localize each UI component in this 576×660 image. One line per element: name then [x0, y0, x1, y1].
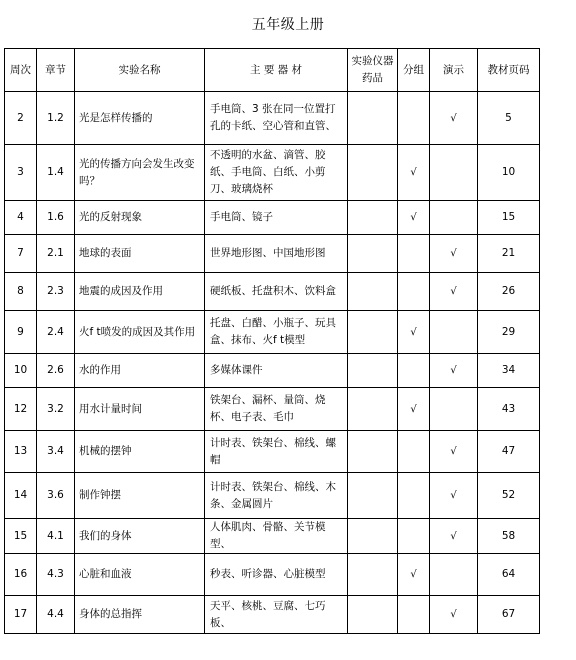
cell-instruments: [348, 273, 398, 311]
cell-page: 58: [478, 519, 540, 554]
cell-section: 2.6: [37, 354, 75, 388]
cell-instruments: [348, 554, 398, 596]
page-title: 五年级上册: [251, 17, 325, 33]
cell-demo: √: [430, 235, 478, 273]
table-row: [5, 519, 540, 554]
cell-section: 4.4: [37, 596, 75, 634]
cell-page: 52: [478, 473, 540, 519]
cell-week: 17: [5, 596, 37, 634]
table-row: [5, 311, 540, 354]
cell-page: 15: [478, 201, 540, 235]
header-demo: 演示: [430, 49, 478, 92]
cell-page: 10: [478, 145, 540, 201]
cell-section: 3.2: [37, 388, 75, 431]
cell-demo: √: [430, 519, 478, 554]
cell-week: 16: [5, 554, 37, 596]
cell-experiment-name: 用水计量时间: [75, 388, 205, 431]
table-row: [5, 431, 540, 473]
cell-materials: 硬纸板、托盘积木、饮料盒: [205, 273, 348, 311]
cell-instruments: [348, 92, 398, 145]
cell-section: 3.6: [37, 473, 75, 519]
cell-demo: √: [430, 273, 478, 311]
cell-page: 5: [478, 92, 540, 145]
header-instruments: 实验仪器药品: [348, 49, 398, 92]
header-section: 章节: [37, 49, 75, 92]
cell-week: 9: [5, 311, 37, 354]
cell-materials: 不透明的水盆、滴管、胶纸、手电筒、白纸、小剪刀、玻璃烧杯: [205, 145, 348, 201]
table-row: [5, 596, 540, 634]
cell-demo: √: [430, 431, 478, 473]
cell-page: 21: [478, 235, 540, 273]
cell-section: 1.4: [37, 145, 75, 201]
table-row: [5, 388, 540, 431]
cell-materials: 手电筒、镜子: [205, 201, 348, 235]
cell-experiment-name: 光的传播方向会发生改变吗？: [75, 145, 205, 201]
cell-group: √: [398, 311, 430, 354]
cell-group: [398, 273, 430, 311]
cell-group: [398, 92, 430, 145]
cell-instruments: [348, 519, 398, 554]
cell-section: 4.1: [37, 519, 75, 554]
cell-instruments: [348, 145, 398, 201]
cell-page: 34: [478, 354, 540, 388]
cell-experiment-name: 地球的表面: [75, 235, 205, 273]
cell-group: √: [398, 388, 430, 431]
cell-week: 2: [5, 92, 37, 145]
cell-page: 29: [478, 311, 540, 354]
cell-group: √: [398, 554, 430, 596]
cell-experiment-name: 光的反射现象: [75, 201, 205, 235]
cell-experiment-name: 火f t喷发的成因及其作用: [75, 311, 205, 354]
cell-week: 12: [5, 388, 37, 431]
cell-instruments: [348, 354, 398, 388]
cell-section: 3.4: [37, 431, 75, 473]
table-row: [5, 354, 540, 388]
cell-week: 3: [5, 145, 37, 201]
cell-materials: 世界地形图、中国地形图: [205, 235, 348, 273]
cell-instruments: [348, 311, 398, 354]
cell-page: 26: [478, 273, 540, 311]
table-row: [5, 235, 540, 273]
cell-instruments: [348, 235, 398, 273]
cell-section: 2.4: [37, 311, 75, 354]
cell-instruments: [348, 473, 398, 519]
cell-section: 1.2: [37, 92, 75, 145]
cell-group: [398, 596, 430, 634]
cell-group: [398, 235, 430, 273]
cell-section: 1.6: [37, 201, 75, 235]
table-header-row: [5, 49, 540, 92]
cell-experiment-name: 地震的成因及作用: [75, 273, 205, 311]
cell-demo: √: [430, 92, 478, 145]
header-page: 教材页码: [478, 49, 540, 92]
cell-page: 67: [478, 596, 540, 634]
cell-experiment-name: 水的作用: [75, 354, 205, 388]
cell-week: 8: [5, 273, 37, 311]
cell-group: [398, 354, 430, 388]
cell-group: [398, 431, 430, 473]
cell-materials: 秒表、听诊器、心脏模型: [205, 554, 348, 596]
cell-week: 7: [5, 235, 37, 273]
cell-experiment-name: 机械的摆钟: [75, 431, 205, 473]
cell-demo: [430, 201, 478, 235]
cell-section: 4.3: [37, 554, 75, 596]
cell-materials: 多媒体课件: [205, 354, 348, 388]
header-group: 分组: [398, 49, 430, 92]
cell-materials: 计时表、铁架台、棉线、螺帽: [205, 431, 348, 473]
cell-materials: 人体肌肉、骨骼、关节模型、: [205, 519, 348, 554]
table-row: [5, 473, 540, 519]
cell-week: 15: [5, 519, 37, 554]
cell-instruments: [348, 388, 398, 431]
header-materials: 主 要 器 材: [205, 49, 348, 92]
cell-section: 2.3: [37, 273, 75, 311]
cell-week: 4: [5, 201, 37, 235]
cell-group: [398, 519, 430, 554]
cell-demo: √: [430, 596, 478, 634]
cell-page: 43: [478, 388, 540, 431]
cell-page: 47: [478, 431, 540, 473]
cell-materials: 手电筒、3 张在同一位置打孔的卡纸、空心管和直管、: [205, 92, 348, 145]
cell-page: 64: [478, 554, 540, 596]
table-row: [5, 201, 540, 235]
cell-demo: [430, 554, 478, 596]
cell-instruments: [348, 431, 398, 473]
cell-instruments: [348, 201, 398, 235]
cell-group: √: [398, 201, 430, 235]
table-row: [5, 145, 540, 201]
cell-materials: 天平、核桃、豆腐、七巧板、: [205, 596, 348, 634]
cell-experiment-name: 光是怎样传播的: [75, 92, 205, 145]
header-experiment-name: 实验名称: [75, 49, 205, 92]
cell-materials: 计时表、铁架台、棉线、木条、金属圆片: [205, 473, 348, 519]
cell-experiment-name: 制作钟摆: [75, 473, 205, 519]
cell-demo: [430, 311, 478, 354]
table-row: [5, 273, 540, 311]
cell-demo: √: [430, 473, 478, 519]
cell-experiment-name: 我们的身体: [75, 519, 205, 554]
cell-week: 13: [5, 431, 37, 473]
table-row: [5, 92, 540, 145]
cell-experiment-name: 身体的总指挥: [75, 596, 205, 634]
cell-materials: 铁架台、漏杯、量筒、烧杯、电子表、毛巾: [205, 388, 348, 431]
cell-week: 10: [5, 354, 37, 388]
experiment-table: [4, 48, 540, 634]
cell-demo: √: [430, 354, 478, 388]
cell-instruments: [348, 596, 398, 634]
cell-section: 2.1: [37, 235, 75, 273]
cell-group: [398, 473, 430, 519]
cell-week: 14: [5, 473, 37, 519]
table-row: [5, 554, 540, 596]
header-week: 周次: [5, 49, 37, 92]
cell-demo: [430, 388, 478, 431]
cell-materials: 托盘、白醋、小瓶子、玩具盒、抹布、火f t模型: [205, 311, 348, 354]
cell-demo: [430, 145, 478, 201]
cell-experiment-name: 心脏和血液: [75, 554, 205, 596]
cell-group: √: [398, 145, 430, 201]
